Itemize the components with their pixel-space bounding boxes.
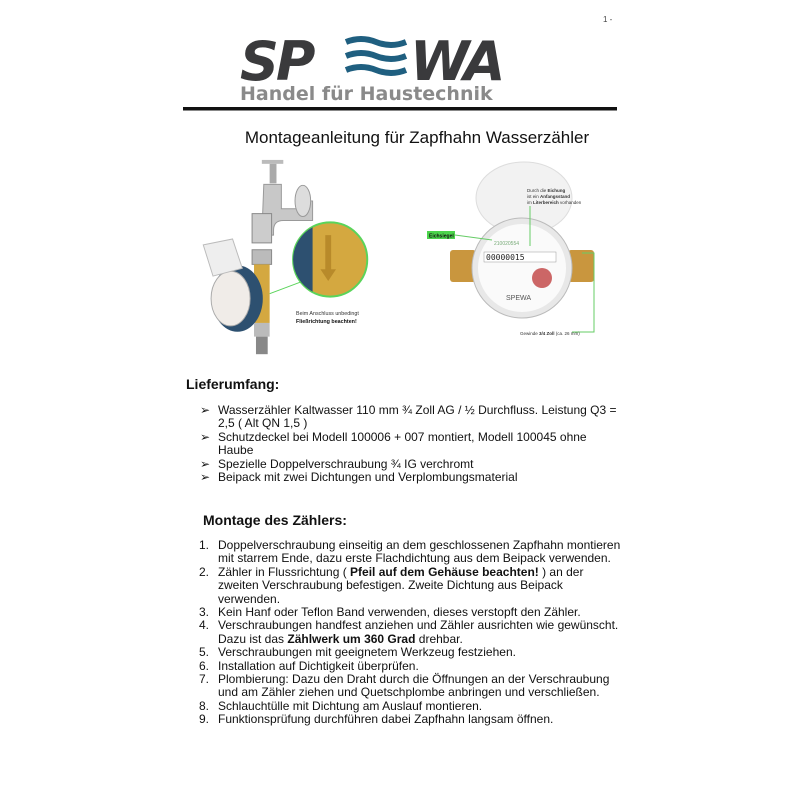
step-number: 3.: [198, 605, 209, 620]
thread-note: Gewinde 3/4 Zoll (ca. 26 mm): [520, 331, 580, 336]
list-item: ➢ Beipack mit zwei Dichtungen und Verplombungsmaterial: [200, 470, 518, 485]
step-item: 7. Plombierung: Dazu den Draht durch die Öffnungen an der Verschraubung und am Zähler ziehen und Quetschplombe anbringen und verschließen.: [198, 672, 610, 700]
step-item: 9. Funktionsprüfung durchführen dabei Zapfhahn langsam öffnen.: [198, 712, 554, 727]
svg-text:SP: SP: [240, 32, 313, 93]
lieferumfang-list: [200, 404, 620, 484]
emphasis: Zählwerk um 360 Grad: [287, 631, 416, 646]
step-number: 7.: [198, 672, 209, 687]
header-rule: [183, 107, 617, 111]
emphasis: Pfeil auf dem Gehäuse beachten!: [350, 564, 539, 579]
faucet-meter-photo: [192, 157, 400, 362]
meter-reading: 00000015: [486, 253, 525, 262]
svg-text:im Literbereich vorhanden: im Literbereich vorhanden: [527, 200, 582, 205]
step-item: 2. Zähler in Flussrichtung ( Pfeil auf dem Gehäuse beachten! ) an der zweiten Verschraubung befestigen. Zweite Dichtung aus Beipack verwenden.: [198, 564, 584, 606]
meter-brand: SPEWA: [506, 295, 532, 302]
step-number: 8.: [198, 698, 209, 713]
spewa-logo: [238, 32, 548, 104]
caption-line1: Beim Anschluss unbedingt: [296, 311, 359, 318]
step-number: 4.: [198, 618, 209, 633]
step-number: 5.: [198, 645, 209, 660]
list-item: ➢ Spezielle Doppelverschraubung ¾ IG verchromt: [200, 456, 474, 471]
logo-tagline: Handel für Haustechnik: [240, 83, 493, 104]
bullet-arrow-icon: ➢: [200, 403, 211, 417]
wave-icon: [346, 39, 406, 73]
page-title: Montageanleitung für Zapfhahn Wasserzähler: [244, 128, 590, 147]
step-item: 1. Doppelverschraubung einseitig an dem geschlossenen Zapfhahn montieren mit starrem Ende, dazu erste Flachdichtung aus dem Beipack verwenden.: [198, 538, 621, 566]
step-number: 1.: [198, 538, 209, 552]
list-item: ➢ Schutzdeckel bei Modell 100006 + 007 montiert, Modell 100045 ohne Haube: [200, 429, 587, 458]
step-item: 8. Schlauchtülle mit Dichtung am Auslauf montieren.: [198, 698, 483, 713]
step-item: 3. Kein Hanf oder Teflon Band verwenden, dieses verstopft den Zähler.: [198, 605, 581, 620]
svg-text:ist ein Anfangsstand: ist ein Anfangsstand: [527, 194, 571, 199]
water-meter-photo: [422, 160, 622, 342]
seal-label: Eichsiegel: [429, 233, 454, 240]
list-item: ➢ Wasserzähler Kaltwasser 110 mm ¾ Zoll AG / ½ Durchfluss. Leistung Q3 = 2,5 ( Alt QN 1,5 ): [200, 403, 617, 431]
svg-text:WA: WA: [410, 32, 502, 93]
step-item: 4. Verschraubungen handfest anziehen und Zähler ausrichten wie gewünscht. Dazu ist das Zählwerk um 360 Grad drehbar.: [198, 618, 619, 646]
caption-line2: Fließrichtung beachten!: [296, 318, 357, 325]
lieferumfang-heading: Lieferumfang:: [186, 376, 280, 392]
bullet-arrow-icon: ➢: [200, 456, 211, 471]
meter-serial: 210020554: [494, 241, 520, 247]
step-number: 9.: [198, 712, 209, 727]
montage-heading: Montage des Zählers:: [203, 512, 347, 528]
montage-steps: [200, 539, 625, 727]
bullet-arrow-icon: ➢: [200, 470, 211, 485]
step-number: 6.: [198, 658, 209, 673]
step-number: 2.: [198, 564, 209, 579]
step-item: 5. Verschraubungen mit geeignetem Werkzeug festziehen.: [198, 645, 516, 660]
step-item: 6. Installation auf Dichtigkeit überprüfen.: [198, 658, 419, 673]
bullet-arrow-icon: ➢: [200, 429, 211, 444]
page-number: 1 -: [603, 15, 613, 24]
calibration-note: Durch die Eichung: [527, 188, 566, 193]
